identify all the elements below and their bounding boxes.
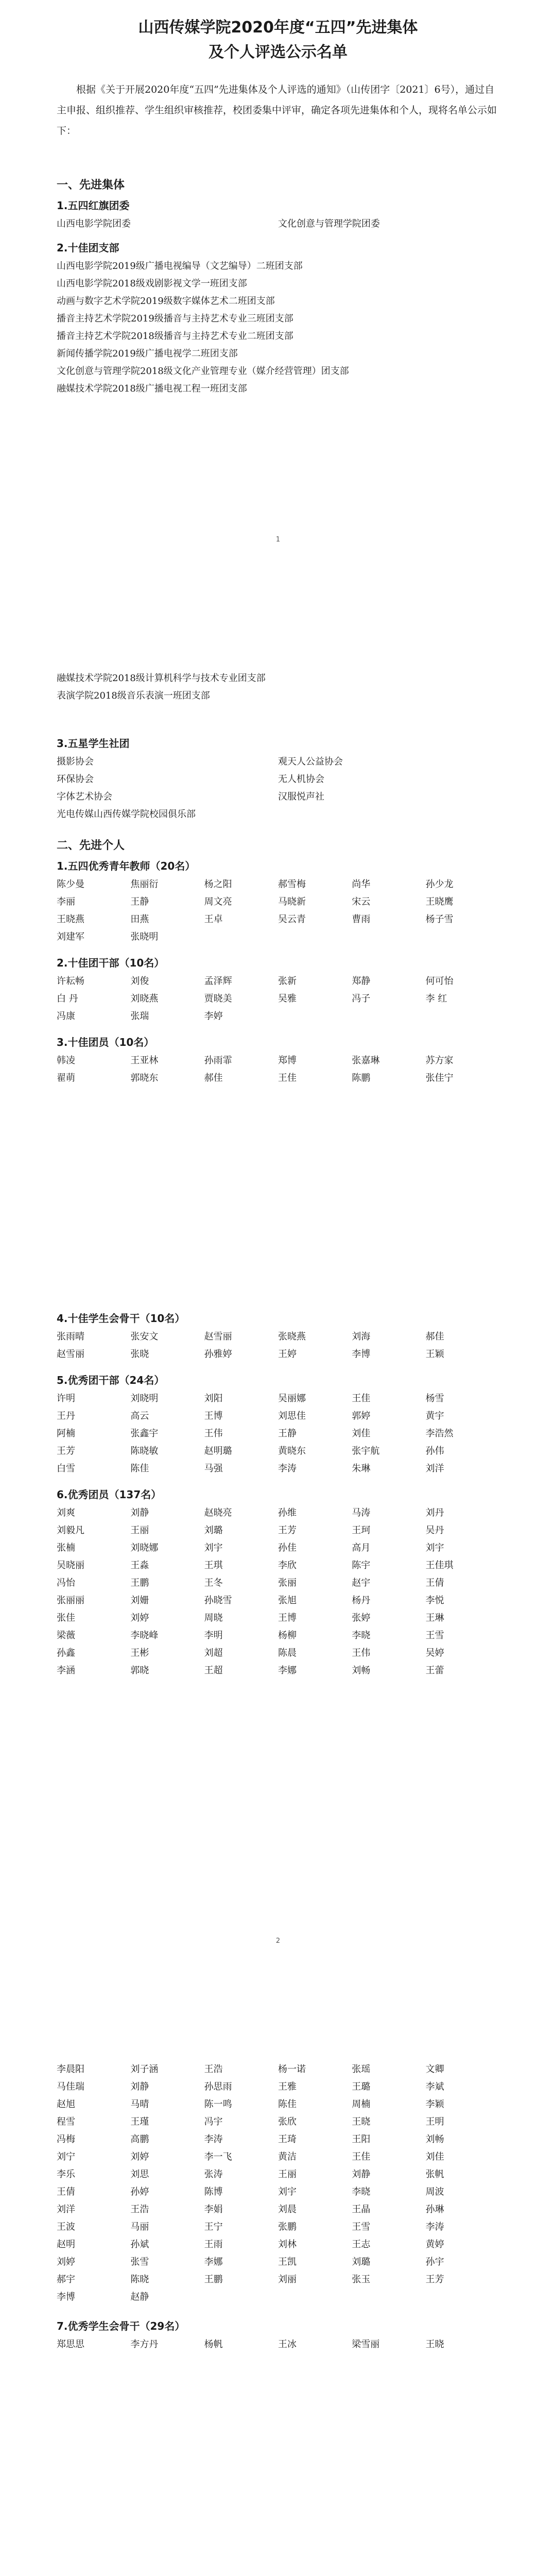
name-item: 刘婷 xyxy=(57,2257,75,2267)
name-item: 王丽 xyxy=(277,2169,297,2180)
name-item: 孙琳 xyxy=(425,2204,444,2215)
name-item: 刘晓娜 xyxy=(130,1543,159,1553)
name-item: 黄宇 xyxy=(425,1411,444,1421)
name-item: 张婷 xyxy=(352,1613,371,1623)
name-item: 王珂 xyxy=(352,1525,371,1536)
name-item: 刘洋 xyxy=(57,2204,75,2215)
name-item: 张雪 xyxy=(130,2257,149,2267)
p2-s3-title: 3.十佳团员（10名） xyxy=(57,1036,154,1048)
name-item: 郑思思 xyxy=(57,2339,84,2350)
name-item: 郑博 xyxy=(277,1055,297,1066)
name-item: 张新 xyxy=(277,976,297,987)
name-item: 李博 xyxy=(57,2292,75,2302)
name-item: 张嘉琳 xyxy=(352,1055,380,1066)
name-item: 张丽 xyxy=(277,1578,297,1588)
part2-s6-s7 xyxy=(57,2061,499,2353)
p1-s1-list xyxy=(57,215,499,233)
name-item: 杨一诺 xyxy=(277,2064,306,2075)
name-item: 刘子涵 xyxy=(130,2064,159,2075)
name-item: 郑静 xyxy=(352,976,371,987)
name-item: 王雅 xyxy=(277,2081,297,2092)
name-item: 孙婷 xyxy=(130,2187,149,2197)
name-item: 陈佳 xyxy=(277,2099,297,2110)
name-item: 冯梅 xyxy=(57,2134,75,2145)
name-item: 王倩 xyxy=(425,1578,444,1588)
part2-s4-s6 xyxy=(57,1309,499,1680)
name-item: 陈鹏 xyxy=(352,1073,371,1083)
name-item: 苏方家 xyxy=(425,1055,454,1066)
p1-s3-title: 3.五星学生社团 xyxy=(57,737,130,750)
p2-s6-title: 6.优秀团员（137名） xyxy=(57,1488,162,1501)
name-item: 许明 xyxy=(57,1393,75,1404)
name-item: 王琪 xyxy=(204,1560,223,1571)
name-item: 王颖 xyxy=(425,1349,444,1360)
name-item: 马丽 xyxy=(130,2222,149,2232)
name-item: 陈晓敏 xyxy=(130,1446,159,1456)
name-item: 李娜 xyxy=(204,2257,223,2267)
name-item: 张宇航 xyxy=(352,1446,380,1456)
name-item: 李乐 xyxy=(57,2169,75,2180)
name-item: 贾晓美 xyxy=(204,993,232,1004)
name-item: 王晓 xyxy=(352,2116,371,2127)
name-item: 刘晓明 xyxy=(130,1393,159,1404)
name-item: 郭婷 xyxy=(352,1411,371,1421)
name-item: 王波 xyxy=(57,2222,75,2232)
name-item: 黄晓东 xyxy=(277,1446,306,1456)
name-item: 赵晓亮 xyxy=(204,1507,232,1518)
name-item: 杨子雪 xyxy=(425,914,454,925)
name-item: 李一飞 xyxy=(204,2151,232,2162)
name-item: 白雪 xyxy=(57,1463,75,1474)
name-item: 张佳 xyxy=(57,1613,75,1623)
name-item: 冯宇 xyxy=(204,2116,223,2127)
name-item: 刘建军 xyxy=(57,931,84,942)
name-item: 李欣 xyxy=(277,1560,297,1571)
name-item: 王冰 xyxy=(277,2339,297,2350)
name-item: 张晓明 xyxy=(130,931,159,942)
list-item: 摄影协会 xyxy=(57,756,94,767)
name-item: 王明 xyxy=(425,2116,444,2127)
name-item: 杨之阳 xyxy=(204,879,232,890)
name-item: 王博 xyxy=(277,1613,297,1623)
name-item: 王浩 xyxy=(130,2204,149,2215)
name-item: 王丹 xyxy=(57,1411,75,1421)
name-item: 张晓 xyxy=(130,1349,149,1360)
name-item: 高鹏 xyxy=(130,2134,149,2145)
name-item: 马涛 xyxy=(352,1507,371,1518)
name-item: 张安文 xyxy=(130,1331,159,1342)
name-item: 王瑾 xyxy=(130,2116,149,2127)
name-item: 王蕾 xyxy=(425,1665,444,1676)
name-item: 马晴 xyxy=(130,2099,149,2110)
name-item: 梁雪丽 xyxy=(352,2339,380,2350)
name-item: 李涛 xyxy=(425,2222,444,2232)
name-item: 王婷 xyxy=(277,1349,297,1360)
list-item: 文化创意与管理学院团委 xyxy=(278,218,380,229)
doc-title-line2: 及个人评选公示名单 xyxy=(208,43,348,61)
name-item: 郝雪梅 xyxy=(277,879,306,890)
name-item: 郝佳 xyxy=(204,1073,223,1083)
name-item: 王宁 xyxy=(204,2222,223,2232)
name-item: 王雨 xyxy=(204,2239,223,2250)
list-item: 观天人公益协会 xyxy=(278,756,343,767)
name-item: 王芳 xyxy=(57,1446,75,1456)
name-item: 赵旭 xyxy=(57,2099,75,2110)
p2-s1-names xyxy=(57,876,499,946)
name-item: 刘宇 xyxy=(425,1543,444,1553)
name-item: 李涛 xyxy=(204,2134,223,2145)
name-item: 曹雨 xyxy=(352,914,371,925)
name-item: 刘晨 xyxy=(277,2204,297,2215)
name-item: 王超 xyxy=(204,1665,223,1676)
list-item: 山西电影学院2019级广播电视编导（文艺编导）二班团支部 xyxy=(57,261,303,272)
name-item: 王晓燕 xyxy=(57,914,84,925)
name-item: 王彬 xyxy=(130,1648,149,1658)
name-item: 张旭 xyxy=(277,1595,297,1606)
name-item: 刘思佳 xyxy=(277,1411,306,1421)
name-item: 刘爽 xyxy=(57,1507,75,1518)
name-item: 赵明 xyxy=(57,2239,75,2250)
name-item: 王芳 xyxy=(277,1525,297,1536)
p1-s1-title: 1.五四红旗团委 xyxy=(57,199,130,212)
name-item: 马佳瑞 xyxy=(57,2081,84,2092)
name-item: 王冬 xyxy=(204,1578,223,1588)
name-item: 何可怡 xyxy=(425,976,454,987)
name-item: 李娜 xyxy=(277,1665,297,1676)
name-item: 王静 xyxy=(277,1428,297,1439)
name-item: 刘丽 xyxy=(277,2274,297,2285)
name-item: 王鹏 xyxy=(130,1578,149,1588)
name-item: 刘阳 xyxy=(204,1393,223,1404)
name-item: 刘佳 xyxy=(352,1428,371,1439)
name-item: 张帆 xyxy=(425,2169,444,2180)
name-item: 吴云青 xyxy=(277,914,306,925)
name-item: 王璐 xyxy=(352,2081,371,2092)
name-item: 杨柳 xyxy=(277,1630,297,1641)
name-item: 刘毅凡 xyxy=(57,1525,84,1536)
p2-s7-names-a xyxy=(57,2336,499,2353)
name-item: 刘婷 xyxy=(130,2151,149,2162)
name-item: 刘璐 xyxy=(352,2257,371,2267)
p1-s2-title: 2.十佳团支部 xyxy=(57,242,119,254)
name-item: 王伟 xyxy=(204,1428,223,1439)
name-item: 赵宇 xyxy=(352,1578,371,1588)
name-item: 刘姗 xyxy=(130,1595,149,1606)
name-item: 杨帆 xyxy=(204,2339,223,2350)
name-item: 吴雅 xyxy=(277,993,297,1004)
name-item: 陈佳 xyxy=(130,1463,149,1474)
list-item: 动画与数字艺术学院2019级数字媒体艺术二班团支部 xyxy=(57,296,275,307)
p1-s2-list xyxy=(57,258,499,398)
name-item: 孙斌 xyxy=(130,2239,149,2250)
name-item: 郝宇 xyxy=(57,2274,75,2285)
name-item: 王卓 xyxy=(204,914,223,925)
name-item: 郭晓 xyxy=(130,1665,149,1676)
list-item: 文化创意与管理学院2018级文化产业管理专业（媒介经营管理）团支部 xyxy=(57,366,349,377)
part1-continued xyxy=(57,670,499,1087)
name-item: 李涵 xyxy=(57,1665,75,1676)
name-item: 郝佳 xyxy=(425,1331,444,1342)
list-item: 山西电影学院2018级戏剧影视文学一班团支部 xyxy=(57,278,247,289)
name-item: 张鑫宇 xyxy=(130,1428,159,1439)
name-item: 张楠 xyxy=(57,1543,75,1553)
name-item: 张丽丽 xyxy=(57,1595,84,1606)
list-item: 表演学院2018级音乐表演一班团支部 xyxy=(57,690,210,701)
name-item: 王静 xyxy=(130,896,149,907)
name-item: 黄洁 xyxy=(277,2151,297,2162)
name-item: 周波 xyxy=(425,2187,444,2197)
name-item: 吴晓丽 xyxy=(57,1560,84,1571)
name-item: 张玉 xyxy=(352,2274,371,2285)
list-item: 播音主持艺术学院2019级播音与主持艺术专业三班团支部 xyxy=(57,313,293,324)
name-item: 刘静 xyxy=(130,2081,149,2092)
p2-s5-title: 5.优秀团干部（24名） xyxy=(57,1374,165,1386)
page-number: 2 xyxy=(275,1937,281,1945)
name-item: 王琳 xyxy=(425,1613,444,1623)
name-item: 刘畅 xyxy=(425,2134,444,2145)
name-item: 王雪 xyxy=(352,2222,371,2232)
p2-s1-title: 1.五四优秀青年教师（20名） xyxy=(57,860,196,872)
name-item: 王琦 xyxy=(277,2134,297,2145)
list-item: 融媒技术学院2018级广播电视工程一班团支部 xyxy=(57,383,247,394)
name-item: 周晓 xyxy=(204,1613,223,1623)
name-item: 杨丹 xyxy=(352,1595,371,1606)
name-item: 刘宇 xyxy=(204,1543,223,1553)
name-item: 王阳 xyxy=(352,2134,371,2145)
name-item: 李博 xyxy=(352,1349,371,1360)
p2-s6-names-a xyxy=(57,1504,499,1680)
name-item: 王晓鹰 xyxy=(425,896,454,907)
name-item: 陈晓 xyxy=(130,2274,149,2285)
name-item: 张佳宁 xyxy=(425,1073,454,1083)
name-item: 孙雅婷 xyxy=(204,1349,232,1360)
name-item: 孙佳 xyxy=(277,1543,297,1553)
name-item: 赵静 xyxy=(130,2292,149,2302)
list-item: 汉服悦声社 xyxy=(278,791,324,802)
p2-s6-names-b xyxy=(57,2061,499,2306)
name-item: 王晓 xyxy=(425,2339,444,2350)
p2-s2-title: 2.十佳团干部（10名） xyxy=(57,957,165,969)
part2-title: 二、先进个人 xyxy=(57,839,125,852)
name-item: 吴婷 xyxy=(425,1648,444,1658)
intro-paragraph: 根据《关于开展2020年度“五四”先进集体及个人评选的通知》（山传团字〔2021〕6号），通过自主申报、组织推荐、学生组织审核推荐，校团委集中评审，确定各项先进集体和个人，现将名单公示如下： xyxy=(57,84,497,137)
name-item: 程雪 xyxy=(57,2116,75,2127)
name-item: 孙晓雪 xyxy=(204,1595,232,1606)
name-item: 陈博 xyxy=(204,2187,223,2197)
name-item: 王浩 xyxy=(204,2064,223,2075)
list-item xyxy=(278,806,499,823)
name-item: 李颖 xyxy=(425,2099,444,2110)
name-item: 周文亮 xyxy=(204,896,232,907)
p2-s4-title: 4.十佳学生会骨干（10名） xyxy=(57,1312,185,1325)
list-item: 播音主持艺术学院2018级播音与主持艺术专业二班团支部 xyxy=(57,331,293,342)
name-item: 孙鑫 xyxy=(57,1648,75,1658)
name-item: 马晓新 xyxy=(277,896,306,907)
list-item: 新闻传播学院2019级广播电视学二班团支部 xyxy=(57,348,238,359)
name-item: 李 红 xyxy=(425,993,447,1004)
name-item: 刘思 xyxy=(130,2169,149,2180)
name-item: 刘俊 xyxy=(130,976,149,987)
name-item: 郭晓东 xyxy=(130,1073,159,1083)
name-item: 刘宁 xyxy=(57,2151,75,2162)
name-item: 李晓峰 xyxy=(130,1630,159,1641)
name-item: 高云 xyxy=(130,1411,149,1421)
name-item: 王芳 xyxy=(425,2274,444,2285)
name-item: 赵明璐 xyxy=(204,1446,232,1456)
name-item: 梁薇 xyxy=(57,1630,75,1641)
name-item: 王博 xyxy=(204,1411,223,1421)
name-item: 张瑞 xyxy=(130,1011,149,1022)
name-item: 刘海 xyxy=(352,1331,371,1342)
name-item: 冯子 xyxy=(352,993,371,1004)
name-item: 王淼 xyxy=(130,1560,149,1571)
p2-s5-names xyxy=(57,1390,499,1478)
name-item: 王亚林 xyxy=(130,1055,159,1066)
name-item: 孙伟 xyxy=(425,1446,444,1456)
p1-s3-list xyxy=(57,753,499,823)
name-item: 王佳 xyxy=(277,1073,297,1083)
name-item: 白 丹 xyxy=(57,993,78,1004)
name-item: 田燕 xyxy=(130,914,149,925)
name-item: 王凯 xyxy=(277,2257,297,2267)
name-item: 赵雪丽 xyxy=(57,1349,84,1360)
name-item: 冯康 xyxy=(57,1011,75,1022)
p2-s7-title: 7.优秀学生会骨干（29名） xyxy=(57,2320,185,2332)
name-item: 王丽 xyxy=(130,1525,149,1536)
doc-title-line1: 山西传媒学院2020年度“五四”先进集体 xyxy=(138,19,418,37)
name-item: 刘静 xyxy=(130,1507,149,1518)
name-item: 刘丹 xyxy=(425,1507,444,1518)
name-item: 陈一鸣 xyxy=(204,2099,232,2110)
name-item: 赵雪丽 xyxy=(204,1331,232,1342)
name-item: 王佳琪 xyxy=(425,1560,454,1571)
name-item: 吴丹 xyxy=(425,1525,444,1536)
name-item: 宋云 xyxy=(352,896,371,907)
name-item: 刘晓燕 xyxy=(130,993,159,1004)
name-item: 李涛 xyxy=(277,1463,297,1474)
p2-s2-names xyxy=(57,973,499,1025)
name-item: 刘佳 xyxy=(425,2151,444,2162)
name-item: 刘洋 xyxy=(425,1463,444,1474)
name-item: 陈宇 xyxy=(352,1560,371,1571)
name-item: 孙雨霏 xyxy=(204,1055,232,1066)
name-item: 朱琳 xyxy=(352,1463,371,1474)
name-item: 李方丹 xyxy=(130,2339,159,2350)
name-item: 刘婷 xyxy=(130,1613,149,1623)
header-block xyxy=(57,15,499,141)
name-item: 李娟 xyxy=(204,2204,223,2215)
name-item: 陈晨 xyxy=(277,1648,297,1658)
name-item: 韩凌 xyxy=(57,1055,75,1066)
name-item: 杨雪 xyxy=(425,1393,444,1404)
p2-s3-names xyxy=(57,1052,499,1087)
name-item: 王鹏 xyxy=(204,2274,223,2285)
name-item: 焦丽衍 xyxy=(130,879,159,890)
name-item: 王佳 xyxy=(352,2151,371,2162)
name-item: 李浩然 xyxy=(425,1428,454,1439)
name-item: 许耘畅 xyxy=(57,976,84,987)
name-item: 孙维 xyxy=(277,1507,297,1518)
name-item: 李晓 xyxy=(352,2187,371,2197)
name-item: 张雨晴 xyxy=(57,1331,84,1342)
name-item: 冯怡 xyxy=(57,1578,75,1588)
name-item: 孟泽辉 xyxy=(204,976,232,987)
name-item: 张鹏 xyxy=(277,2222,297,2232)
name-item: 孙少龙 xyxy=(425,879,454,890)
name-item: 刘畅 xyxy=(352,1665,371,1676)
list-item: 山西电影学院团委 xyxy=(57,218,131,229)
list-item: 光电传媒山西传媒学院校园俱乐部 xyxy=(57,809,196,820)
page-number: 1 xyxy=(275,536,281,544)
name-item: 马强 xyxy=(204,1463,223,1474)
name-item: 李晨阳 xyxy=(57,2064,84,2075)
name-item: 张瑶 xyxy=(352,2064,371,2075)
name-item: 高月 xyxy=(352,1543,371,1553)
name-item: 尚华 xyxy=(352,879,371,890)
name-item: 刘璐 xyxy=(204,1525,223,1536)
name-item: 刘超 xyxy=(204,1648,223,1658)
name-item: 李晓 xyxy=(352,1630,371,1641)
name-item: 刘静 xyxy=(352,2169,371,2180)
name-item: 王倩 xyxy=(57,2187,75,2197)
name-item: 张晓燕 xyxy=(277,1331,306,1342)
name-item: 李丽 xyxy=(57,896,75,907)
name-item: 李斌 xyxy=(425,2081,444,2092)
name-item: 张涛 xyxy=(204,2169,223,2180)
name-item: 翟萌 xyxy=(57,1073,75,1083)
list-item: 字体艺术协会 xyxy=(57,791,112,802)
name-item: 李婷 xyxy=(204,1011,223,1022)
list-item: 无人机协会 xyxy=(278,774,324,785)
name-item: 阿楠 xyxy=(57,1428,75,1439)
part1-collectives xyxy=(57,175,499,398)
name-item: 王伟 xyxy=(352,1648,371,1658)
name-item: 王志 xyxy=(352,2239,371,2250)
name-item: 李悦 xyxy=(425,1595,444,1606)
name-item: 刘宇 xyxy=(277,2187,297,2197)
part1-title: 一、先进集体 xyxy=(57,179,125,192)
list-item: 环保协会 xyxy=(57,774,94,785)
p2-s4-names xyxy=(57,1328,499,1363)
name-item: 王雪 xyxy=(425,1630,444,1641)
name-item: 陈少曼 xyxy=(57,879,84,890)
name-item: 王晶 xyxy=(352,2204,371,2215)
name-item: 周楠 xyxy=(352,2099,371,2110)
name-item: 孙思雨 xyxy=(204,2081,232,2092)
list-item: 融媒技术学院2018级计算机科学与技术专业团支部 xyxy=(57,673,266,684)
name-item: 吴丽娜 xyxy=(277,1393,306,1404)
name-item: 李明 xyxy=(204,1630,223,1641)
name-item: 王佳 xyxy=(352,1393,371,1404)
name-item: 黄婷 xyxy=(425,2239,444,2250)
name-item: 文卿 xyxy=(425,2064,444,2075)
name-item: 孙宇 xyxy=(425,2257,444,2267)
name-item: 张欣 xyxy=(277,2116,297,2127)
name-item: 刘林 xyxy=(277,2239,297,2250)
